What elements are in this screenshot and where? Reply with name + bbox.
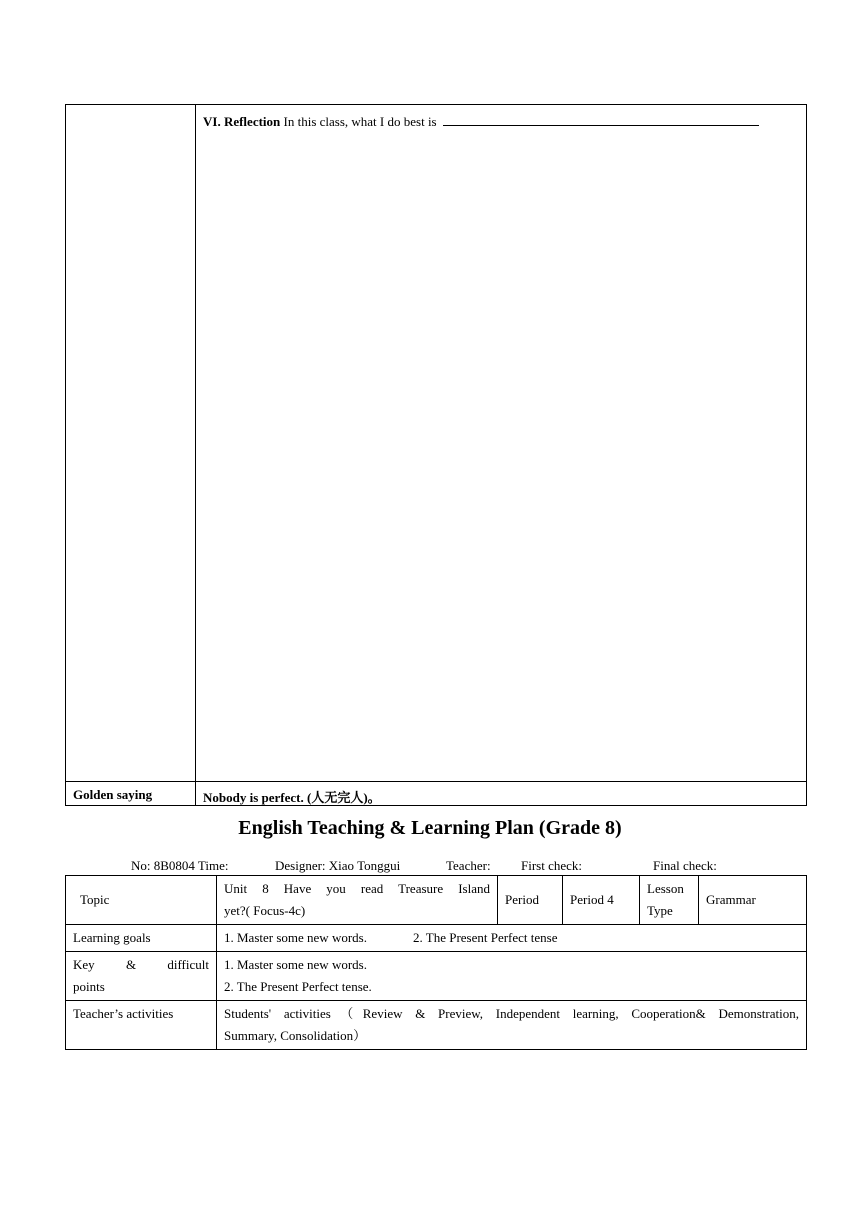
reflection-answer-line[interactable] <box>443 113 759 126</box>
key-label-line-1: Key & difficult <box>73 957 209 972</box>
key-points-value <box>217 952 807 1001</box>
students-activities-line-1: Students' activities（Review & Preview, Independent learning, Cooperation& Demonstration, <box>224 1006 799 1021</box>
reflection-cell <box>196 105 807 782</box>
golden-saying-text: Nobody is perfect. (人无完人)。 <box>203 790 381 805</box>
meta-teacher: Teacher: <box>446 858 491 873</box>
goal-2: 2. The Present Perfect tense <box>412 930 558 945</box>
key-point-1: 1. Master some new words. <box>224 957 367 972</box>
meta-designer: Designer: Xiao Tonggui <box>275 858 401 873</box>
lesson-type-label <box>640 876 699 925</box>
students-activities-line-2: Summary, Consolidation） <box>224 1028 367 1043</box>
topic-line-1: Unit 8 Have you read Treasure Island <box>224 881 490 896</box>
key-label-line-2: points <box>73 979 105 994</box>
left-blank-cell <box>66 105 196 782</box>
reflection-prompt: In this class, what I do best is <box>283 114 437 129</box>
key-point-2: 2. The Present Perfect tense. <box>224 979 372 994</box>
period-label: Period <box>498 876 563 925</box>
key-points-label <box>66 952 217 1001</box>
meta-final-check: Final check: <box>653 858 717 873</box>
goal-1: 1. Master some new words. <box>224 930 367 945</box>
reflection-table <box>65 104 807 806</box>
meta-first-check: First check: <box>521 858 583 873</box>
plan-table <box>65 875 807 1050</box>
plan-title: English Teaching & Learning Plan (Grade 8) <box>238 817 622 839</box>
students-activities <box>217 1001 807 1050</box>
period-value: Period 4 <box>563 876 640 925</box>
topic-label: Topic <box>66 876 217 925</box>
topic-value <box>217 876 498 925</box>
goals-label: Learning goals <box>66 925 217 952</box>
reflection-heading: VI. Reflection <box>203 114 281 129</box>
goals-value <box>217 925 807 952</box>
lesson-type-value: Grammar <box>699 876 807 925</box>
teacher-activities-label: Teacher’s activities <box>66 1001 217 1050</box>
lesson-type-line-2: Type <box>647 903 673 918</box>
meta-no-time: No: 8B0804 Time: <box>131 858 229 873</box>
topic-line-2: yet?( Focus-4c) <box>224 903 306 918</box>
lesson-type-line-1: Lesson <box>647 881 684 896</box>
golden-saying-label: Golden saying <box>73 787 153 802</box>
